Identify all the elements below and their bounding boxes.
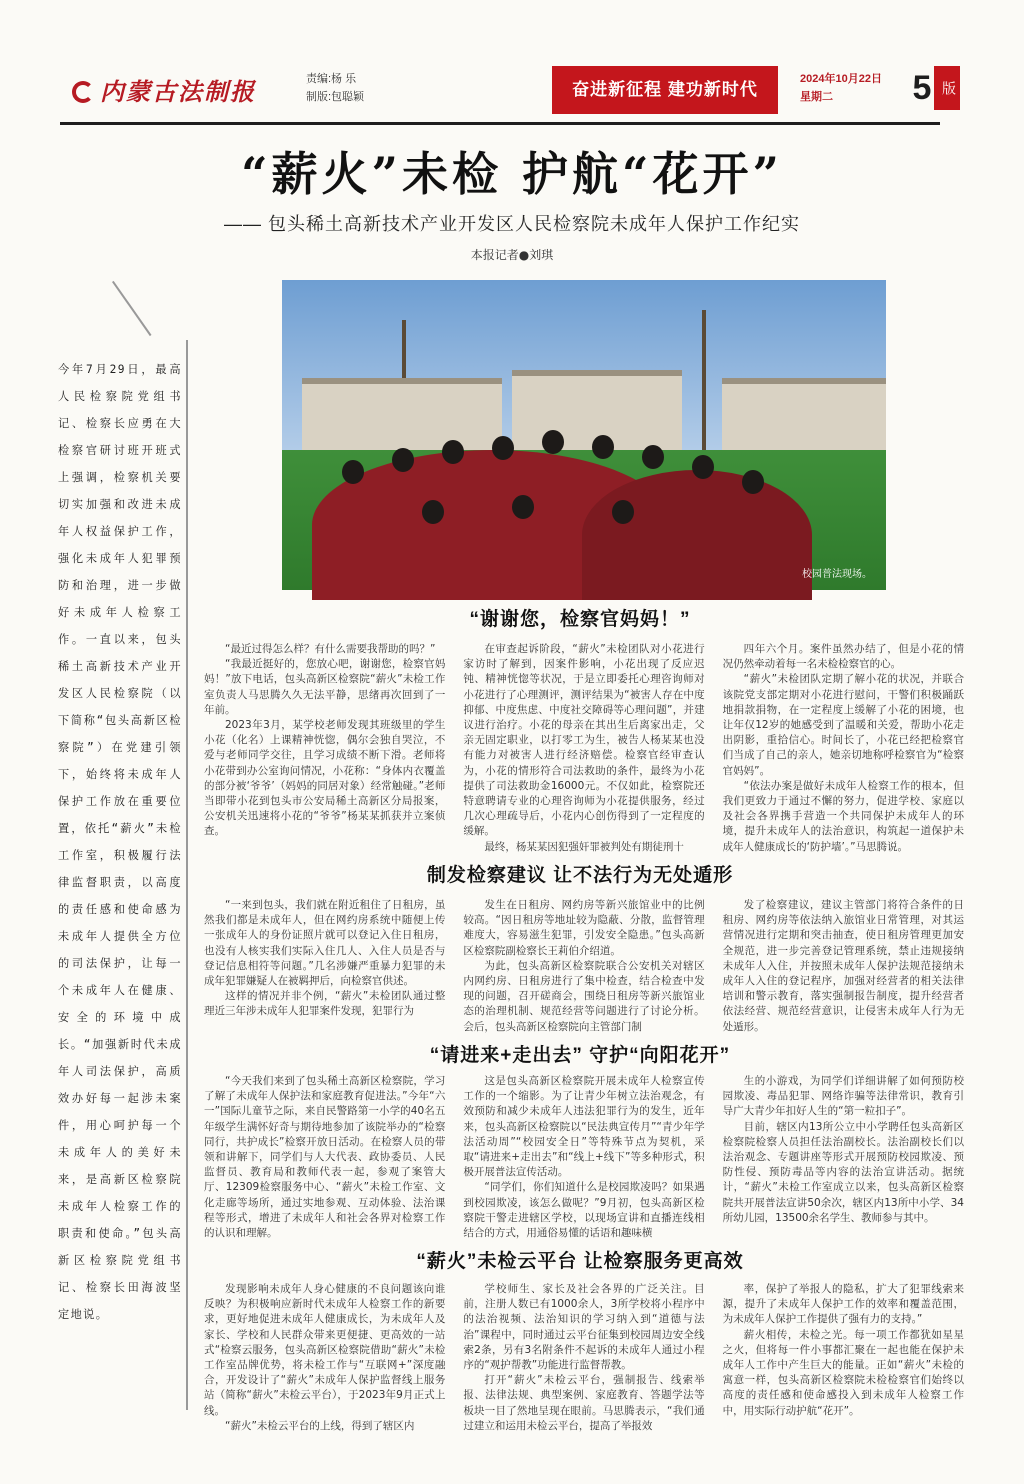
text-column (204, 1074, 446, 1240)
paragraph: 这是包头高新区检察院开展未成年人检察宣传工作的一个缩影。为了让青少年树立法治观念，有效预防和减少未成年人违法犯罪行为的发生，近年来，包头高新区检察院以“民法典宣传月”“青少年学法活动周”“校园安全日”等特殊节点为契机，采取“请进来+走出去”和“线上+线下”等多种形式，积极开展普法宣传活动。 (463, 1075, 705, 1179)
article-photo (282, 280, 886, 588)
masthead (60, 62, 957, 120)
photo-caption: 校园普法现场。 (802, 569, 872, 580)
text-column (463, 1282, 704, 1434)
text-column (722, 898, 964, 1033)
article-title: “薪火”未检 护航“花开” (241, 147, 783, 201)
text-column (204, 1282, 445, 1434)
paragraph: 生的小游戏，为同学们详细讲解了如何预防校园欺凌、毒品犯罪、网络诈骗等法律常识，教育引导广大青少年扣好人生的“第一粒扣子”。 (722, 1075, 964, 1118)
paragraph: 2023年3月，某学校老师发现其班级里的学生小花（化名）上课精神恍惚，偶尔会独自哭泣，不爱与老师同学交往，且学习成绩不断下滑。老师将小花带到办公室询问情况，小花称：“身体内衣覆盖的部分被‘爷爷’（妈妈的同居对象）经常触碰。”老师当即带小花到包头市公安局稀土高新区分局报案，公安机关迅速将小花的“爷爷”杨某某抓获并立案侦查。 (204, 719, 446, 838)
paragraph: “一来到包头，我们就在附近租住了日租房，虽然我们都是未成年人，但在网约房系统中随便上传一张成年人的身份证照片就可以登记入住日租房，也没有人核实我们实际入住几人、入住人员是否与登记信息相符等问题。”几名涉嫌严重暴力犯罪的未成年犯罪嫌疑人在被羁押后，向检察官供述。 (204, 899, 446, 988)
paragraph: “最近过得怎么样？有什么需要我帮助的吗？” (225, 643, 436, 655)
paragraph: “薪火”未检团队定期了解小花的状况，并联合该院党支部定期对小花进行慰问，干警们积极踊跃地捐款捐物，在一定程度上缓解了小花的困境，也让年仅12岁的她感受到了温暖和关爱，帮助小花走出阴影，重拾信心。时间长了，小花已经把检察官们当成了自己的亲人，她亲切地称呼检察官为“检察官妈妈”。 (722, 673, 964, 777)
text-column (463, 1074, 705, 1240)
text-column (722, 642, 964, 853)
photo-person (392, 448, 414, 472)
photo-person (492, 436, 514, 460)
issue-date (800, 70, 882, 106)
photo-person (592, 435, 614, 459)
masthead-rule (60, 122, 940, 125)
photo-person (692, 455, 714, 479)
paragraph: 为此，包头高新区检察院联合公安机关对辖区内网约房、日租房进行了集中检查，结合检查中发现的问题，召开磋商会，围绕日租房等新兴旅馆业态的治理机制、规范经营等问题进行了讨论分析。会后，包头高新区检察院向主管部门制 (463, 959, 705, 1033)
logo-swirl-icon (72, 81, 94, 103)
paragraph: 打开“薪火”未检云平台，强制报告、线索举报、法律法规、典型案例、家庭教育、答题学法等板块一目了然地呈现在眼前。马思腾表示，“我们通过建立和运用未检云平台，提高了举报效 (463, 1374, 705, 1432)
layout-credit: 制版:包聪颖 (306, 91, 365, 103)
text-column (463, 898, 705, 1033)
paragraph: 最终，杨某某因犯强奸罪被判处有期徒刑十 (484, 840, 684, 853)
page-number: 5 (912, 69, 932, 107)
photo-person (742, 470, 764, 494)
newspaper-logo (72, 72, 292, 106)
sidebar-diagonal (112, 281, 151, 336)
date-text: 2024年10月22日 (800, 73, 882, 85)
sidebar-lead: 今年7月29日，最高人民检察院党组书记、检察长应勇在大检察官研讨班开班式上强调，检察机关要切实加强和改进未成年人权益保护工作，强化未成年人犯罪预防和治理，进一步做好未成年人检察工作。一直以来，包头稀土高新技术产业开发区人民检察院（以下简称“包头高新区检察院”）在党建引领下，始终将未成年人保护工作放在重要位置，依托“薪火”未检工作室，积极履行法律监督职责，以高度的责任感和使命感为未成年人提供全方位的司法保护，让每一个未成年人在健康、安全的环境中成长。“加强新时代未成年人司法保护，高质效办好每一起涉未案件，用心呵护每一个未成年人的美好未来，是高新区检察院未成年人检察工作的职责和使命。”包头高新区检察院党组书记、检察长田海波坚定地说。 (58, 363, 182, 1321)
text-column (204, 642, 445, 850)
paragraph: 四年六个月。案件虽然办结了，但是小花的情况仍然牵动着每一名未检检察官的心。 (722, 643, 964, 671)
logo-text: 内蒙古法制报 (100, 77, 256, 106)
paragraph: 发生在日租房、网约房等新兴旅馆业中的比例较高。“因日租房等地址较为隐蔽、分散，监督管理难度大，容易滋生犯罪，引发安全隐患。”包头高新区检察院副检察长王莉伯介绍道。 (463, 899, 705, 957)
paragraph: 目前，辖区内13所公立中小学聘任包头高新区检察院检察人员担任法治副校长。法治副校长们以法治观念、专题讲座等形式开展预防校园欺凌、预防性侵、预防毒品等内容的法治宣讲活动。据统计，“薪火”未检工作室成立以来，包头高新区检察院共开展普法宣讲50余次，辖区内13所中小学、34所幼儿园，13500余名学生、教师参与其中。 (722, 1120, 964, 1224)
paragraph: “今天我们来到了包头稀土高新区检察院，学习了解了未成年人保护法和家庭教育促进法。”今年“六一”国际儿童节之际，来自民警路第一小学的40名五年级学生满怀好奇与期待地参加了该院举办的“检察同行，共护成长”检察开放日活动。在检察人员的带领和讲解下，同学们与人大代表、政协委员、人民监督员、教育局和教师代表一起，参观了案管大厅、12309检察服务中心、“薪火”未检工作室、文化走廊等场所，通过实地参观、互动体验、法治课程等形式，增进了未成年人和社会各界对检察工作的认识和理解。 (204, 1075, 446, 1240)
article-subtitle: —— 包头稀土高新技术产业开发区人民检察院未成年人保护工作纪实 (224, 214, 800, 234)
weekday-text: 星期二 (800, 91, 833, 103)
section-body (204, 1282, 964, 1434)
paragraph: “同学们，你们知道什么是校园欺凌吗？如果遇到校园欺凌，该怎么做呢？”9月初，包头高新区检察院干警走进辖区学校，以现场宣讲和直播连线相结合的方式，用通俗易懂的话语和趣味横 (463, 1181, 705, 1240)
section-title: “谢谢您，检察官妈妈！” (469, 609, 691, 630)
text-column (463, 642, 705, 853)
photo-person (342, 460, 364, 484)
credits (306, 70, 364, 106)
photo-person (642, 445, 664, 469)
section-title: “薪火”未检云平台 让检察服务更高效 (416, 1251, 744, 1272)
photo-person (422, 500, 444, 524)
section-body (204, 898, 964, 1033)
paragraph: 发现影响未成年人身心健康的不良问题该向谁反映？为积极响应新时代未成年人检察工作的新要求，更好地促进未成年人健康成长，为未成年人及家长、学校和人民群众带来更便捷、更高效的一站式“检察云服务，包头高新区检察院借助“薪火”未检工作室品牌优势，将未检工作与“互联网+”深度融合，开发设计了“薪火”未成年人保护监督线上服务站（简称“薪火”未检云平台），于2023年9月正式上线。 (204, 1283, 446, 1417)
text-column (723, 1282, 964, 1434)
page-label: 版 (934, 66, 960, 110)
paragraph: “我最近挺好的，您放心吧，谢谢您，检察官妈妈！”放下电话，包头高新区检察院“薪火”未检工作室负责人马思腾久久无法平静，思绪再次回到了一年前。 (204, 658, 446, 716)
photo-person (512, 495, 534, 519)
section-title: “请进来+走出去” 守护“向阳花开” (429, 1045, 731, 1066)
sidebar-divider (186, 340, 188, 1410)
photo-tree (702, 310, 706, 460)
paragraph: 在审查起诉阶段，“薪火”未检团队对小花进行家访时了解到，因案件影响，小花出现了反应迟钝、精神恍惚等状况，于是立即委托心理咨询师对小花进行了心理测评，测评结果为“被害人存在中度抑郁、中度焦虑、中度社交障碍等心理问题”，并建议进行治疗。小花的母亲在其出生后离家出走，父亲无固定职业，以打零工为生，被告人杨某某也没有能力对被害人进行经济赔偿。检察官经审查认为，小花的情形符合司法救助的条件，最终为小花提供了司法救助金16000元。不仅如此，检察院还特意聘请专业的心理咨询师为小花提供服务，经过几次心理疏导后，小花内心创伤得到了一定程度的缓解。 (463, 643, 705, 838)
text-column (204, 898, 445, 1028)
section-title: 制发检察建议 让不法行为无处遁形 (426, 865, 734, 886)
paragraph: 发了检察建议，建议主管部门将符合条件的日租房、网约房等依法纳入旅馆业日常管理，对其运营情况进行定期和突击抽查，使日租房管理更加安全规范，进一步完善登记管理系统，禁止违规接纳未成年人入住，并按照未成年人保护法规范接纳未成年人入住的登记程序，加强对经营者的相关法律培训和警示教育，落实强制报告制度，提升经营者依法经营、规范经营意识，让侵害未成年人行为无处遁形。 (722, 899, 964, 1033)
paragraph: 率，保护了举报人的隐私，扩大了犯罪线索来源，提升了未成年人保护工作的效率和覆盖范围，为未成年人保护工作提供了强有力的支持。” (722, 1283, 964, 1326)
text-column (723, 1074, 964, 1226)
photo-person (442, 440, 464, 464)
photo-person (542, 430, 564, 454)
photo-person (612, 500, 634, 524)
paragraph: 这样的情况并非个例，“薪火”未检团队通过整理近三年涉未成年人犯罪案件发现，犯罪行为 (204, 990, 446, 1018)
slogan-banner: 奋进新征程 建功新时代 (552, 66, 778, 114)
section-body (204, 1074, 964, 1240)
byline: 本报记者●刘琪 (470, 248, 554, 262)
editor-credit: 责编:杨 乐 (306, 73, 357, 85)
paragraph: 学校师生、家长及社会各界的广泛关注。目前，注册人数已有1000余人，3所学校将小程序中的法治视频、法治知识的学习纳入到“道德与法治”课程中，同时通过云平台征集到校园周边安全线索2条，另有3名附条件不起诉的未成年人通过小程序的“观护帮教”功能进行监督帮教。 (463, 1283, 705, 1372)
paragraph: 薪火相传，未检之光。每一项工作都犹如星星之火，但将每一件小事都汇聚在一起也能在保护未成年人工作中产生巨大的能量。正如“薪火”未检的寓意一样，包头高新区检察院未检检察官们始终以高度的责任感和使命感投入到未成年人检察工作中，用实际行动护航“花开”。 (722, 1328, 964, 1417)
section-body (204, 642, 964, 853)
paragraph: “薪火”未检云平台的上线，得到了辖区内 (225, 1419, 415, 1432)
paragraph: “依法办案是做好未成年人检察工作的根本，但我们更致力于通过不懈的努力，促进学校、家庭以及社会各界携手营造一个共同保护未成年人的环境，提升未成年人的法治意识，构筑起一道保护未成年人健康成长的‘防护墙’。”马思腾说。 (722, 779, 964, 853)
photo-crowd (582, 470, 812, 600)
